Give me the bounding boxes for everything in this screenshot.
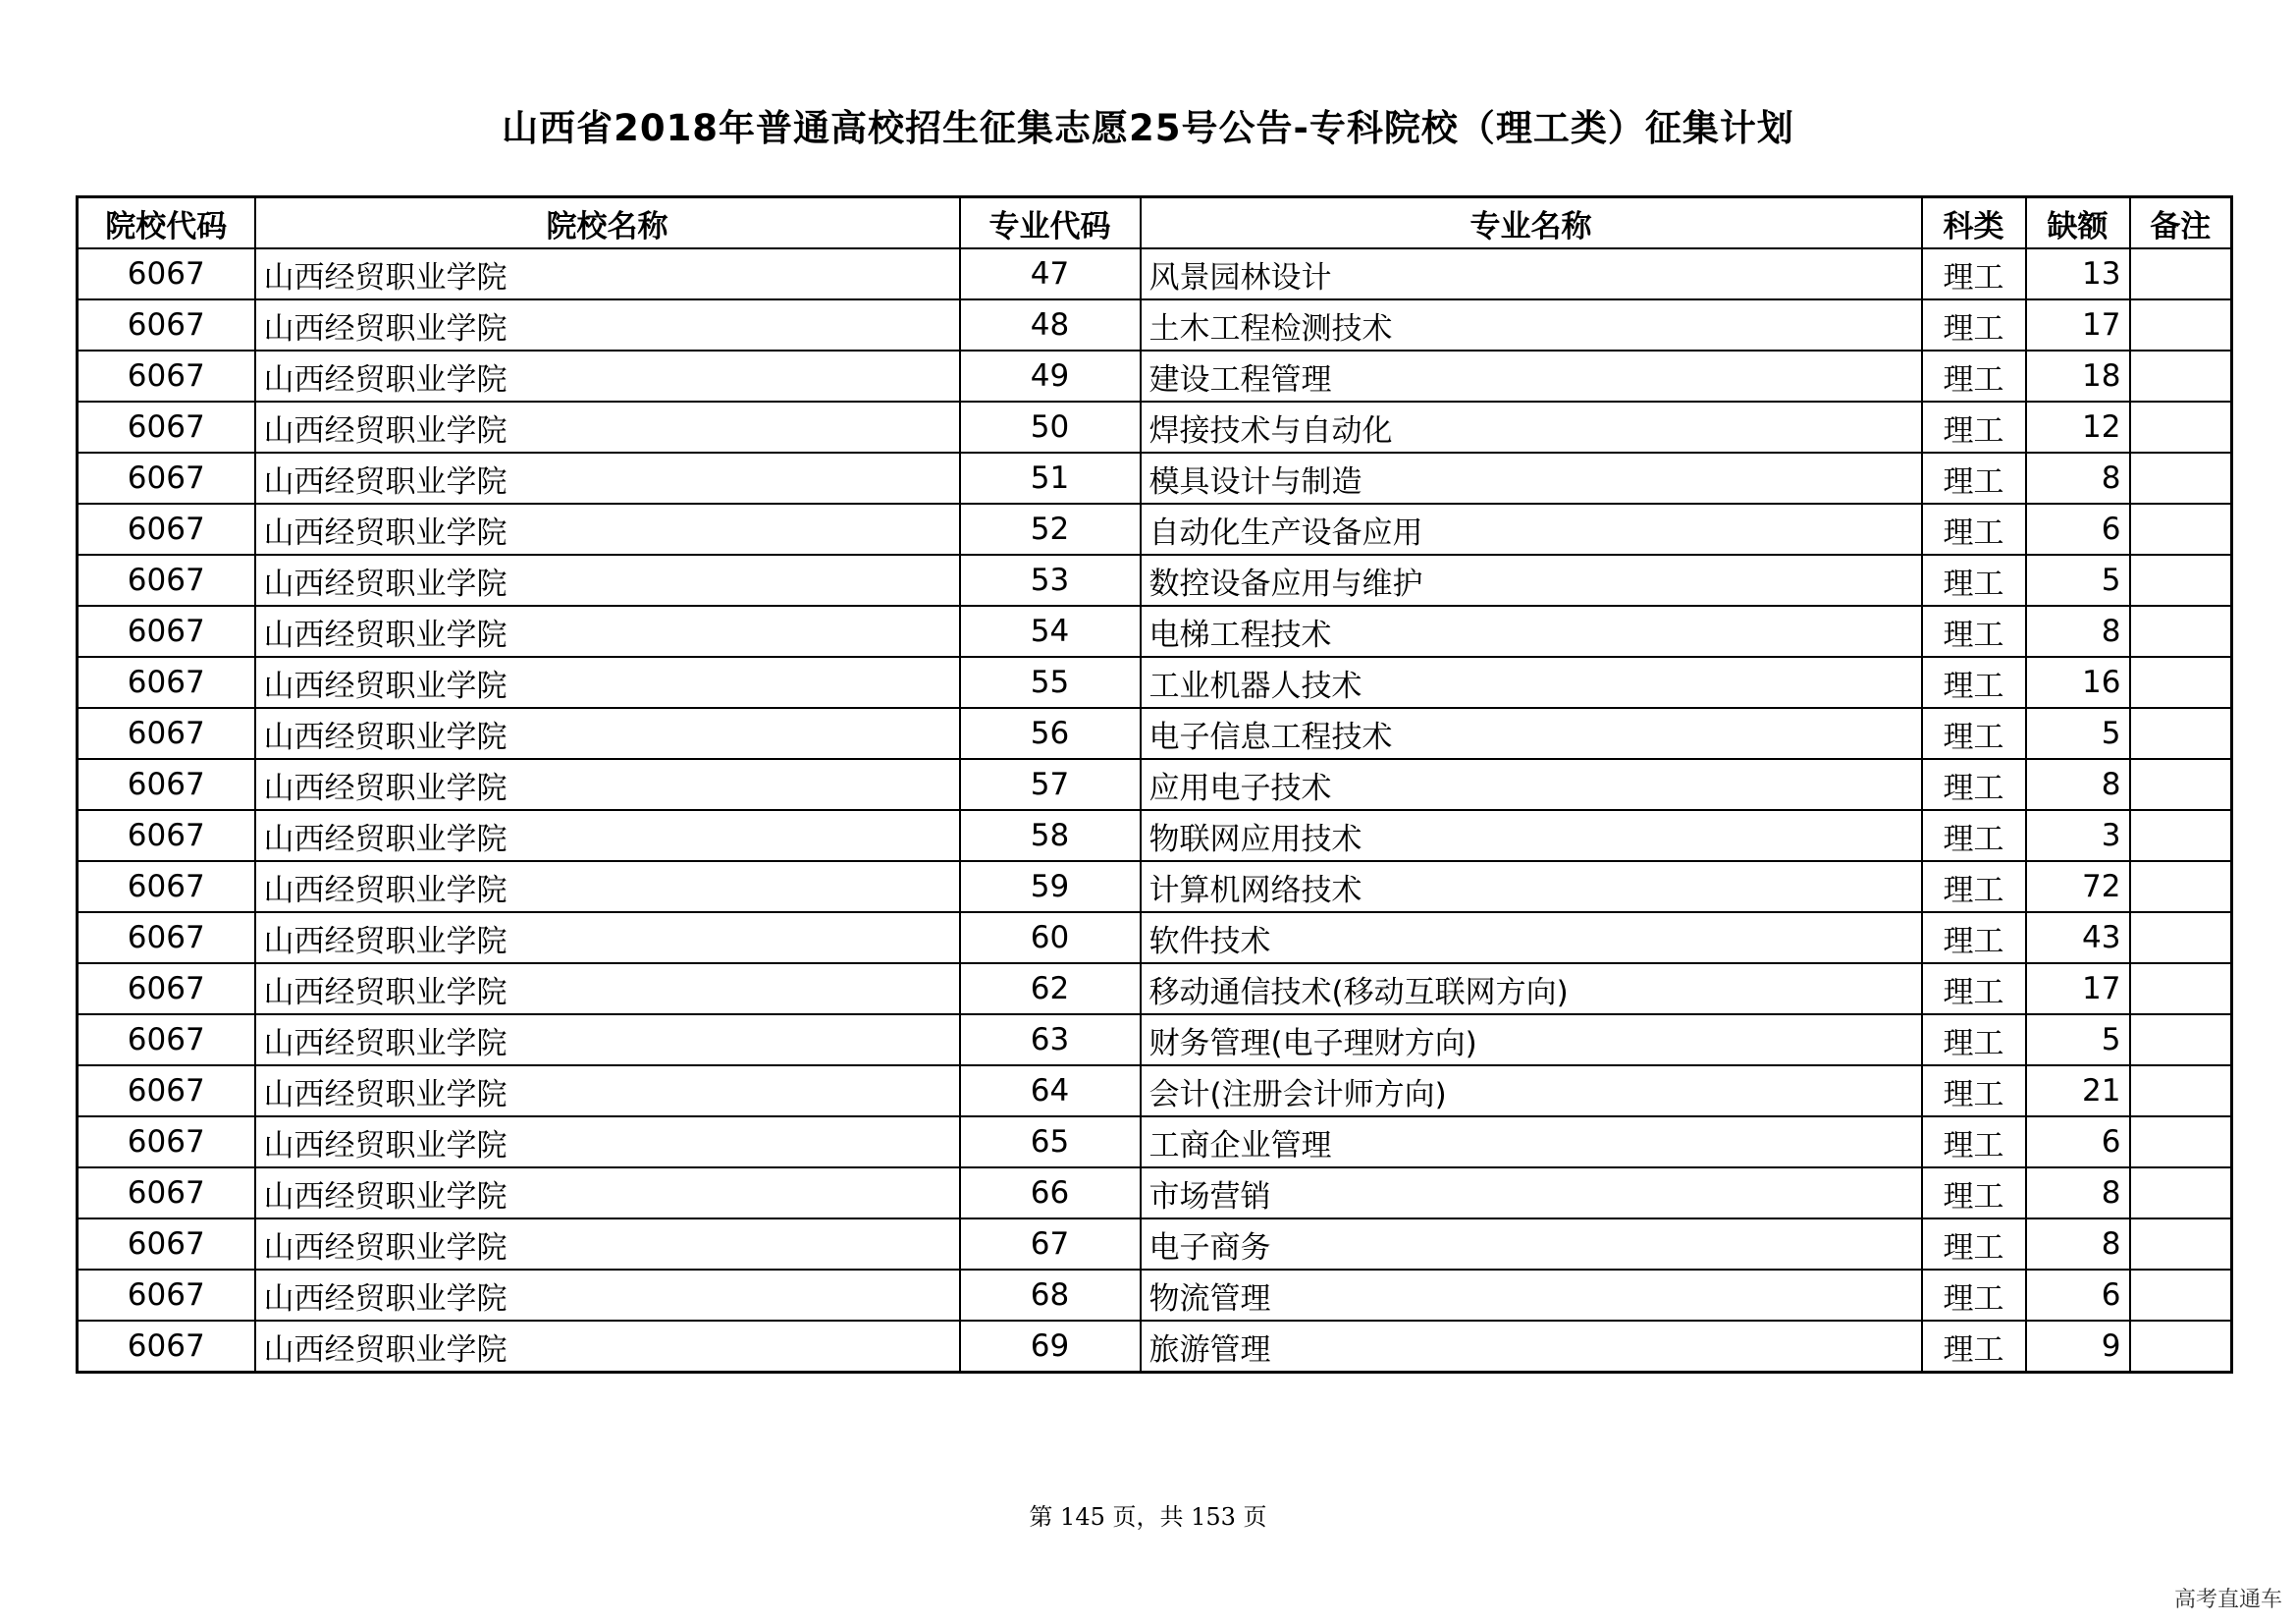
cell-category: 理工 [1922,708,2026,759]
cell-category: 理工 [1922,657,2026,708]
cell-school-code: 6067 [78,1014,255,1065]
cell-quota: 8 [2026,453,2130,504]
enrollment-plan-table [76,195,2233,1374]
cell-major-code: 52 [960,504,1141,555]
cell-school-name: 山西经贸职业学院 [255,299,960,351]
table-row [78,248,2232,299]
cell-note [2130,1065,2232,1116]
table-row [78,1014,2232,1065]
cell-major-code: 69 [960,1321,1141,1373]
cell-category: 理工 [1922,1116,2026,1167]
cell-note [2130,351,2232,402]
cell-category: 理工 [1922,1321,2026,1373]
cell-school-code: 6067 [78,963,255,1014]
cell-category: 理工 [1922,351,2026,402]
cell-major-code: 55 [960,657,1141,708]
cell-major-code: 64 [960,1065,1141,1116]
cell-category: 理工 [1922,453,2026,504]
cell-major-code: 66 [960,1167,1141,1218]
table-row [78,351,2232,402]
cell-note [2130,1014,2232,1065]
cell-category: 理工 [1922,1270,2026,1321]
table-row [78,1270,2232,1321]
cell-school-code: 6067 [78,1270,255,1321]
cell-major-name: 电梯工程技术 [1141,606,1922,657]
cell-note [2130,861,2232,912]
table-row [78,912,2232,963]
cell-school-code: 6067 [78,402,255,453]
cell-major-code: 54 [960,606,1141,657]
table-row [78,555,2232,606]
cell-major-name: 移动通信技术(移动互联网方向) [1141,963,1922,1014]
cell-quota: 8 [2026,606,2130,657]
cell-major-code: 53 [960,555,1141,606]
table-row [78,708,2232,759]
table-row [78,810,2232,861]
cell-school-code: 6067 [78,1321,255,1373]
cell-category: 理工 [1922,1167,2026,1218]
cell-quota: 43 [2026,912,2130,963]
cell-major-name: 电子商务 [1141,1218,1922,1270]
cell-major-name: 物流管理 [1141,1270,1922,1321]
table-row [78,1218,2232,1270]
cell-category: 理工 [1922,606,2026,657]
cell-school-code: 6067 [78,299,255,351]
table-row [78,402,2232,453]
cell-note [2130,504,2232,555]
cell-school-name: 山西经贸职业学院 [255,402,960,453]
cell-quota: 72 [2026,861,2130,912]
cell-category: 理工 [1922,861,2026,912]
cell-school-name: 山西经贸职业学院 [255,963,960,1014]
cell-school-code: 6067 [78,351,255,402]
cell-quota: 5 [2026,555,2130,606]
cell-major-name: 焊接技术与自动化 [1141,402,1922,453]
table-row [78,504,2232,555]
cell-note [2130,453,2232,504]
cell-major-name: 财务管理(电子理财方向) [1141,1014,1922,1065]
cell-school-code: 6067 [78,1116,255,1167]
header-quota: 缺额 [2026,197,2130,249]
table-row [78,963,2232,1014]
cell-major-code: 62 [960,963,1141,1014]
cell-major-name: 模具设计与制造 [1141,453,1922,504]
cell-school-name: 山西经贸职业学院 [255,759,960,810]
cell-quota: 3 [2026,810,2130,861]
cell-major-code: 49 [960,351,1141,402]
cell-school-name: 山西经贸职业学院 [255,708,960,759]
cell-school-name: 山西经贸职业学院 [255,555,960,606]
cell-school-code: 6067 [78,759,255,810]
cell-major-name: 会计(注册会计师方向) [1141,1065,1922,1116]
cell-major-name: 软件技术 [1141,912,1922,963]
cell-school-name: 山西经贸职业学院 [255,1116,960,1167]
cell-school-name: 山西经贸职业学院 [255,606,960,657]
cell-major-code: 58 [960,810,1141,861]
cell-category: 理工 [1922,402,2026,453]
table-row [78,1065,2232,1116]
table-row [78,606,2232,657]
cell-school-name: 山西经贸职业学院 [255,1321,960,1373]
table-row [78,1167,2232,1218]
cell-school-code: 6067 [78,248,255,299]
cell-quota: 16 [2026,657,2130,708]
cell-major-code: 63 [960,1014,1141,1065]
cell-note [2130,1218,2232,1270]
cell-quota: 6 [2026,1116,2130,1167]
cell-major-code: 57 [960,759,1141,810]
table-body [78,248,2232,1373]
cell-quota: 8 [2026,1167,2130,1218]
cell-school-name: 山西经贸职业学院 [255,248,960,299]
cell-major-code: 67 [960,1218,1141,1270]
cell-major-name: 工业机器人技术 [1141,657,1922,708]
cell-quota: 12 [2026,402,2130,453]
cell-major-code: 68 [960,1270,1141,1321]
cell-note [2130,299,2232,351]
cell-school-code: 6067 [78,504,255,555]
page-title: 山西省2018年普通高校招生征集志愿25号公告-专科院校（理工类）征集计划 [502,107,1794,149]
cell-quota: 6 [2026,504,2130,555]
cell-category: 理工 [1922,912,2026,963]
cell-category: 理工 [1922,299,2026,351]
cell-school-code: 6067 [78,861,255,912]
header-note: 备注 [2130,197,2232,249]
table-row [78,299,2232,351]
cell-major-name: 风景园林设计 [1141,248,1922,299]
cell-major-name: 计算机网络技术 [1141,861,1922,912]
cell-note [2130,810,2232,861]
cell-category: 理工 [1922,963,2026,1014]
cell-note [2130,657,2232,708]
cell-major-name: 物联网应用技术 [1141,810,1922,861]
cell-note [2130,912,2232,963]
cell-category: 理工 [1922,1065,2026,1116]
cell-note [2130,402,2232,453]
cell-major-code: 65 [960,1116,1141,1167]
cell-major-name: 电子信息工程技术 [1141,708,1922,759]
cell-category: 理工 [1922,810,2026,861]
watermark: 高考直通车 [2173,1588,2282,1612]
cell-major-code: 50 [960,402,1141,453]
table-row [78,1116,2232,1167]
cell-major-code: 51 [960,453,1141,504]
cell-school-code: 6067 [78,1167,255,1218]
cell-school-name: 山西经贸职业学院 [255,351,960,402]
cell-school-name: 山西经贸职业学院 [255,1167,960,1218]
cell-major-code: 47 [960,248,1141,299]
cell-note [2130,1270,2232,1321]
cell-major-code: 60 [960,912,1141,963]
cell-note [2130,708,2232,759]
cell-category: 理工 [1922,759,2026,810]
cell-note [2130,248,2232,299]
page-number: 第 145 页，共 153 页 [1029,1503,1267,1531]
cell-quota: 8 [2026,1218,2130,1270]
table-row [78,657,2232,708]
cell-school-code: 6067 [78,1218,255,1270]
table-row [78,453,2232,504]
cell-school-code: 6067 [78,1065,255,1116]
table-row [78,1321,2232,1373]
cell-major-name: 工商企业管理 [1141,1116,1922,1167]
cell-category: 理工 [1922,248,2026,299]
cell-school-code: 6067 [78,657,255,708]
cell-school-code: 6067 [78,708,255,759]
cell-note [2130,555,2232,606]
cell-major-name: 旅游管理 [1141,1321,1922,1373]
table-row [78,759,2232,810]
cell-category: 理工 [1922,1218,2026,1270]
cell-major-code: 59 [960,861,1141,912]
cell-quota: 17 [2026,963,2130,1014]
cell-major-code: 56 [960,708,1141,759]
cell-school-name: 山西经贸职业学院 [255,810,960,861]
cell-school-name: 山西经贸职业学院 [255,1270,960,1321]
cell-school-code: 6067 [78,912,255,963]
cell-quota: 5 [2026,1014,2130,1065]
cell-major-code: 48 [960,299,1141,351]
cell-quota: 21 [2026,1065,2130,1116]
cell-note [2130,1116,2232,1167]
cell-school-name: 山西经贸职业学院 [255,504,960,555]
cell-quota: 5 [2026,708,2130,759]
cell-school-name: 山西经贸职业学院 [255,861,960,912]
cell-school-name: 山西经贸职业学院 [255,912,960,963]
cell-school-code: 6067 [78,453,255,504]
cell-school-code: 6067 [78,810,255,861]
header-school-code: 院校代码 [78,197,255,249]
cell-school-name: 山西经贸职业学院 [255,1065,960,1116]
cell-category: 理工 [1922,1014,2026,1065]
cell-quota: 8 [2026,759,2130,810]
cell-school-code: 6067 [78,606,255,657]
cell-major-name: 数控设备应用与维护 [1141,555,1922,606]
header-school-name: 院校名称 [255,197,960,249]
cell-major-name: 市场营销 [1141,1167,1922,1218]
cell-note [2130,759,2232,810]
cell-major-name: 建设工程管理 [1141,351,1922,402]
header-category: 科类 [1922,197,2026,249]
cell-quota: 17 [2026,299,2130,351]
cell-major-name: 应用电子技术 [1141,759,1922,810]
cell-note [2130,1321,2232,1373]
cell-quota: 6 [2026,1270,2130,1321]
cell-school-code: 6067 [78,555,255,606]
header-major-name: 专业名称 [1141,197,1922,249]
cell-category: 理工 [1922,504,2026,555]
cell-quota: 9 [2026,1321,2130,1373]
cell-school-name: 山西经贸职业学院 [255,453,960,504]
cell-note [2130,1167,2232,1218]
cell-major-name: 土木工程检测技术 [1141,299,1922,351]
cell-school-name: 山西经贸职业学院 [255,1014,960,1065]
cell-major-name: 自动化生产设备应用 [1141,504,1922,555]
cell-quota: 13 [2026,248,2130,299]
cell-school-name: 山西经贸职业学院 [255,1218,960,1270]
cell-note [2130,963,2232,1014]
header-major-code: 专业代码 [960,197,1141,249]
table-row [78,861,2232,912]
cell-note [2130,606,2232,657]
table-header-row [78,197,2232,249]
cell-school-name: 山西经贸职业学院 [255,657,960,708]
cell-category: 理工 [1922,555,2026,606]
cell-quota: 18 [2026,351,2130,402]
